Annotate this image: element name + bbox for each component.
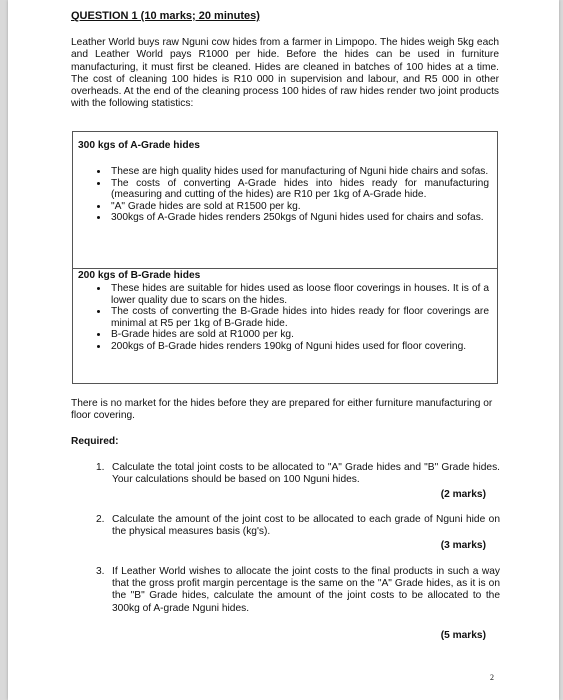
question-number: 3.: [96, 566, 105, 577]
statistics-box: [72, 131, 498, 384]
question-text: Calculate the total joint costs to be allocated to "A" Grade hides and "B" Grade hides. Your calculations should be based on 100 Nguni hides.: [112, 462, 500, 486]
grade-b-title: 200 kgs of B-Grade hides: [78, 270, 201, 281]
question-text: Calculate the amount of the joint cost to be allocated to each grade of Nguni hide on the physical measures basis (kg's).: [112, 514, 500, 538]
grade-a-bullet: "A" Grade hides are sold at R1500 per kg.: [97, 201, 489, 213]
question-item: [96, 566, 500, 615]
intro-paragraph: Leather World buys raw Nguni cow hides from a farmer in Limpopo. The hides weigh 5kg each and Leather World pays R1000 per hide. Before the hides can be used in furniture manufacturing, it must first be cleaned. Hides are cleaned in batches of 100 hides at a time. The cost of cleaning 100 hides is R10 000 in supervision and labour, and R5 000 in other overheads. At the end of the cleaning process 100 hides of raw hides render two joint products with the following statistics:: [71, 37, 499, 110]
required-heading: Required:: [71, 436, 119, 447]
market-note: There is no market for the hides before they are prepared for either furniture manufacturing or floor covering.: [71, 398, 493, 422]
question-text: If Leather World wishes to allocate the joint costs to the final products in such a way that the gross profit margin percentage is the same on the "A" Grade hides, as it is on the "B" Grade hides, calculate the amount of the joint costs to be allocated to the 300kg of A-grade Nguni hides.: [112, 566, 500, 614]
grade-a-title: 300 kgs of A-Grade hides: [78, 140, 200, 151]
grade-b-bullet: These hides are suitable for hides used as loose floor coverings in houses. It is of a lower quality due to scars on the hides.: [97, 283, 489, 306]
question-item: [96, 514, 500, 538]
question-number: 2.: [96, 514, 105, 525]
grade-b-bullet: The costs of converting the B-Grade hides into hides ready for floor coverings are minimal at R5 per 1kg of B-Grade hide.: [97, 306, 489, 329]
grade-a-bullet: The costs of converting A-Grade hides into hides ready for manufacturing (measuring and cutting of the hides) are R10 per 1kg of A-Grade hide.: [97, 178, 489, 201]
question-marks: (3 marks): [440, 540, 486, 551]
question-marks: (2 marks): [440, 489, 486, 500]
question-number: 1.: [96, 462, 105, 473]
question-item: [96, 462, 500, 486]
document-page: [8, 0, 559, 700]
grade-b-bullet: 200kgs of B-Grade hides renders 190kg of Nguni hides used for floor covering.: [97, 341, 489, 353]
question-heading: QUESTION 1 (10 marks; 20 minutes): [71, 10, 260, 22]
grade-a-bullet: 300kgs of A-Grade hides renders 250kgs of Nguni hides used for chairs and sofas.: [97, 212, 489, 224]
grade-b-bullet-list: [97, 283, 489, 353]
grade-a-bullet-list: [97, 166, 489, 224]
box-divider: [73, 268, 497, 269]
page-number: 2: [490, 673, 494, 682]
grade-a-bullet: These are high quality hides used for manufacturing of Nguni hide chairs and sofas.: [97, 166, 489, 178]
grade-b-bullet: B-Grade hides are sold at R1000 per kg.: [97, 329, 489, 341]
question-marks: (5 marks): [440, 630, 486, 641]
